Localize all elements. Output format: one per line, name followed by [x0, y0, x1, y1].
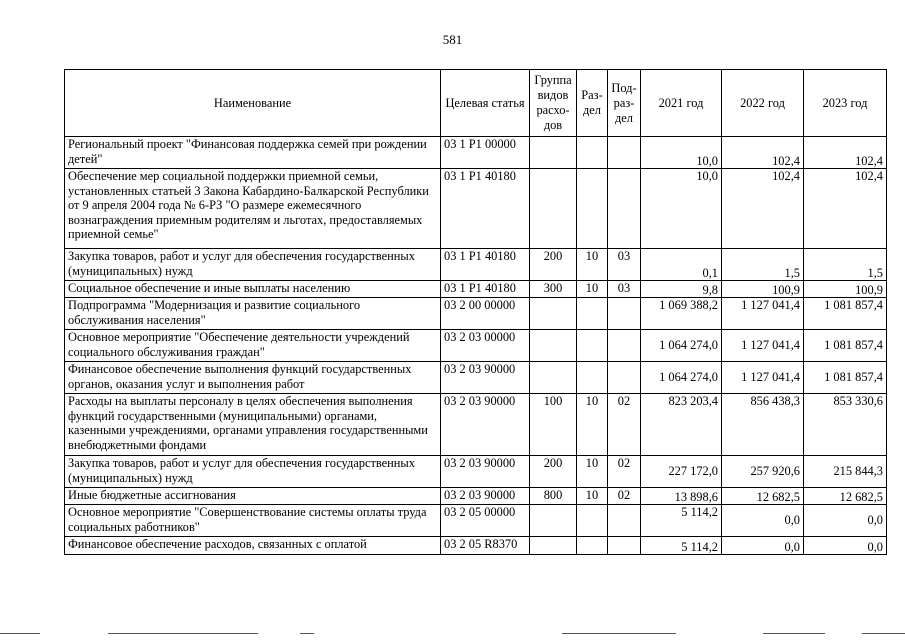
row-year-2022: 1 127 041,4: [722, 298, 804, 330]
row-year-2022: 1 127 041,4: [722, 362, 804, 394]
row-section: [577, 505, 608, 537]
row-name: Основное мероприятие "Обеспечение деятельности учреждений социального обслуживания граждан": [65, 330, 441, 362]
table-row: [65, 488, 887, 505]
table-row: [65, 505, 887, 537]
row-section: 10: [577, 488, 608, 505]
table-row: [65, 394, 887, 456]
row-section: [577, 362, 608, 394]
table-row: [65, 137, 887, 169]
row-target-article: 03 2 03 90000: [441, 394, 530, 456]
row-expense-group: [530, 298, 577, 330]
row-section: [577, 537, 608, 555]
row-year-2023: 1 081 857,4: [804, 298, 887, 330]
table-row: [65, 456, 887, 488]
row-year-2021: 1 064 274,0: [641, 330, 722, 362]
row-year-2023: 1 081 857,4: [804, 362, 887, 394]
row-name: Финансовое обеспечение расходов, связанных с оплатой: [65, 537, 441, 555]
row-subsection: 02: [608, 488, 641, 505]
row-year-2023: 12 682,5: [804, 488, 887, 505]
row-name: Основное мероприятие "Совершенствование системы оплаты труда социальных работников": [65, 505, 441, 537]
row-subsection: [608, 362, 641, 394]
row-year-2022: 102,4: [722, 137, 804, 169]
row-year-2021: 1 064 274,0: [641, 362, 722, 394]
row-target-article: 03 1 P1 40180: [441, 281, 530, 298]
row-target-article: 03 2 05 00000: [441, 505, 530, 537]
row-year-2021: 0,1: [641, 249, 722, 281]
row-year-2023: 1 081 857,4: [804, 330, 887, 362]
table-row: [65, 330, 887, 362]
footer-rule-segment: [300, 633, 314, 634]
row-name: Обеспечение мер социальной поддержки приемной семьи, установленных статьей 3 Закона Кабардино-Балкарской Республики от 9 апреля 2004 года № 6-РЗ "О размере ежемесячного вознаграждения приемным родителям и льготах, предоставляемых приемной семье": [65, 169, 441, 249]
row-year-2021: 9,8: [641, 281, 722, 298]
table-row: [65, 249, 887, 281]
row-target-article: 03 1 P1 00000: [441, 137, 530, 169]
table-row: [65, 537, 887, 555]
row-year-2022: 12 682,5: [722, 488, 804, 505]
row-year-2022: 1 127 041,4: [722, 330, 804, 362]
row-year-2022: 257 920,6: [722, 456, 804, 488]
row-year-2023: 1,5: [804, 249, 887, 281]
row-subsection: 02: [608, 456, 641, 488]
footer-rule-segment: [763, 633, 825, 634]
footer-rule-segment: [0, 633, 40, 634]
row-section: 10: [577, 394, 608, 456]
row-name: Расходы на выплаты персоналу в целях обеспечения выполнения функций государственными (муниципальными) органами, казенными учреждениями, органами управления государственными внебюджетными фондами: [65, 394, 441, 456]
row-year-2022: 0,0: [722, 505, 804, 537]
row-name: Региональный проект "Финансовая поддержка семей при рождении детей": [65, 137, 441, 169]
row-name: Подпрограмма "Модернизация и развитие социального обслуживания населения": [65, 298, 441, 330]
page-number: 581: [442, 32, 463, 47]
row-year-2022: 100,9: [722, 281, 804, 298]
row-year-2022: 102,4: [722, 169, 804, 249]
row-target-article: 03 2 03 90000: [441, 362, 530, 394]
row-year-2023: 0,0: [804, 537, 887, 555]
row-target-article: 03 2 00 00000: [441, 298, 530, 330]
header-subsection: Под-раз-дел: [608, 70, 641, 137]
row-year-2023: 102,4: [804, 137, 887, 169]
row-year-2023: 0,0: [804, 505, 887, 537]
row-year-2021: 10,0: [641, 137, 722, 169]
row-name: Закупка товаров, работ и услуг для обеспечения государственных (муниципальных) нужд: [65, 456, 441, 488]
row-target-article: 03 2 03 00000: [441, 330, 530, 362]
header-name: Наименование: [65, 70, 441, 137]
row-year-2021: 227 172,0: [641, 456, 722, 488]
header-year-2021: 2021 год: [641, 70, 722, 137]
row-year-2021: 10,0: [641, 169, 722, 249]
row-section: [577, 330, 608, 362]
row-expense-group: 100: [530, 394, 577, 456]
row-subsection: 02: [608, 394, 641, 456]
row-year-2021: 823 203,4: [641, 394, 722, 456]
row-section: [577, 169, 608, 249]
table-row: [65, 281, 887, 298]
table-row: [65, 169, 887, 249]
row-expense-group: [530, 169, 577, 249]
row-year-2021: 5 114,2: [641, 505, 722, 537]
row-year-2023: 853 330,6: [804, 394, 887, 456]
row-subsection: [608, 537, 641, 555]
row-subsection: [608, 169, 641, 249]
footer-rule-segment: [562, 633, 676, 634]
row-section: 10: [577, 281, 608, 298]
row-target-article: 03 2 03 90000: [441, 488, 530, 505]
row-name: Иные бюджетные ассигнования: [65, 488, 441, 505]
header-expense-group: Группа видов расхо-дов: [530, 70, 577, 137]
row-subsection: 03: [608, 281, 641, 298]
row-subsection: [608, 137, 641, 169]
row-subsection: [608, 505, 641, 537]
row-year-2021: 1 069 388,2: [641, 298, 722, 330]
table-row: [65, 362, 887, 394]
row-expense-group: [530, 362, 577, 394]
row-year-2022: 1,5: [722, 249, 804, 281]
row-target-article: 03 2 05 R8370: [441, 537, 530, 555]
footer-rule-segment: [862, 633, 905, 634]
row-year-2023: 100,9: [804, 281, 887, 298]
budget-table: [64, 69, 887, 555]
row-expense-group: [530, 330, 577, 362]
footer-rule-segment: [108, 633, 258, 634]
header-year-2023: 2023 год: [804, 70, 887, 137]
row-year-2023: 102,4: [804, 169, 887, 249]
row-subsection: [608, 298, 641, 330]
row-subsection: [608, 330, 641, 362]
header-target-article: Целевая статья: [441, 70, 530, 137]
row-section: [577, 298, 608, 330]
row-subsection: 03: [608, 249, 641, 281]
row-expense-group: 200: [530, 456, 577, 488]
header-year-2022: 2022 год: [722, 70, 804, 137]
row-name: Финансовое обеспечение выполнения функций государственных органов, оказания услуг и выполнения работ: [65, 362, 441, 394]
row-expense-group: [530, 537, 577, 555]
row-name: Социальное обеспечение и иные выплаты населению: [65, 281, 441, 298]
row-year-2021: 13 898,6: [641, 488, 722, 505]
row-expense-group: 800: [530, 488, 577, 505]
row-year-2022: 0,0: [722, 537, 804, 555]
row-target-article: 03 2 03 90000: [441, 456, 530, 488]
table-header-row: [65, 70, 887, 137]
row-section: [577, 137, 608, 169]
row-expense-group: 200: [530, 249, 577, 281]
row-target-article: 03 1 P1 40180: [441, 169, 530, 249]
row-target-article: 03 1 P1 40180: [441, 249, 530, 281]
row-expense-group: 300: [530, 281, 577, 298]
row-year-2022: 856 438,3: [722, 394, 804, 456]
header-section: Раз-дел: [577, 70, 608, 137]
row-section: 10: [577, 456, 608, 488]
row-year-2023: 215 844,3: [804, 456, 887, 488]
table-row: [65, 298, 887, 330]
row-expense-group: [530, 505, 577, 537]
row-expense-group: [530, 137, 577, 169]
row-section: 10: [577, 249, 608, 281]
row-year-2021: 5 114,2: [641, 537, 722, 555]
row-name: Закупка товаров, работ и услуг для обеспечения государственных (муниципальных) нужд: [65, 249, 441, 281]
